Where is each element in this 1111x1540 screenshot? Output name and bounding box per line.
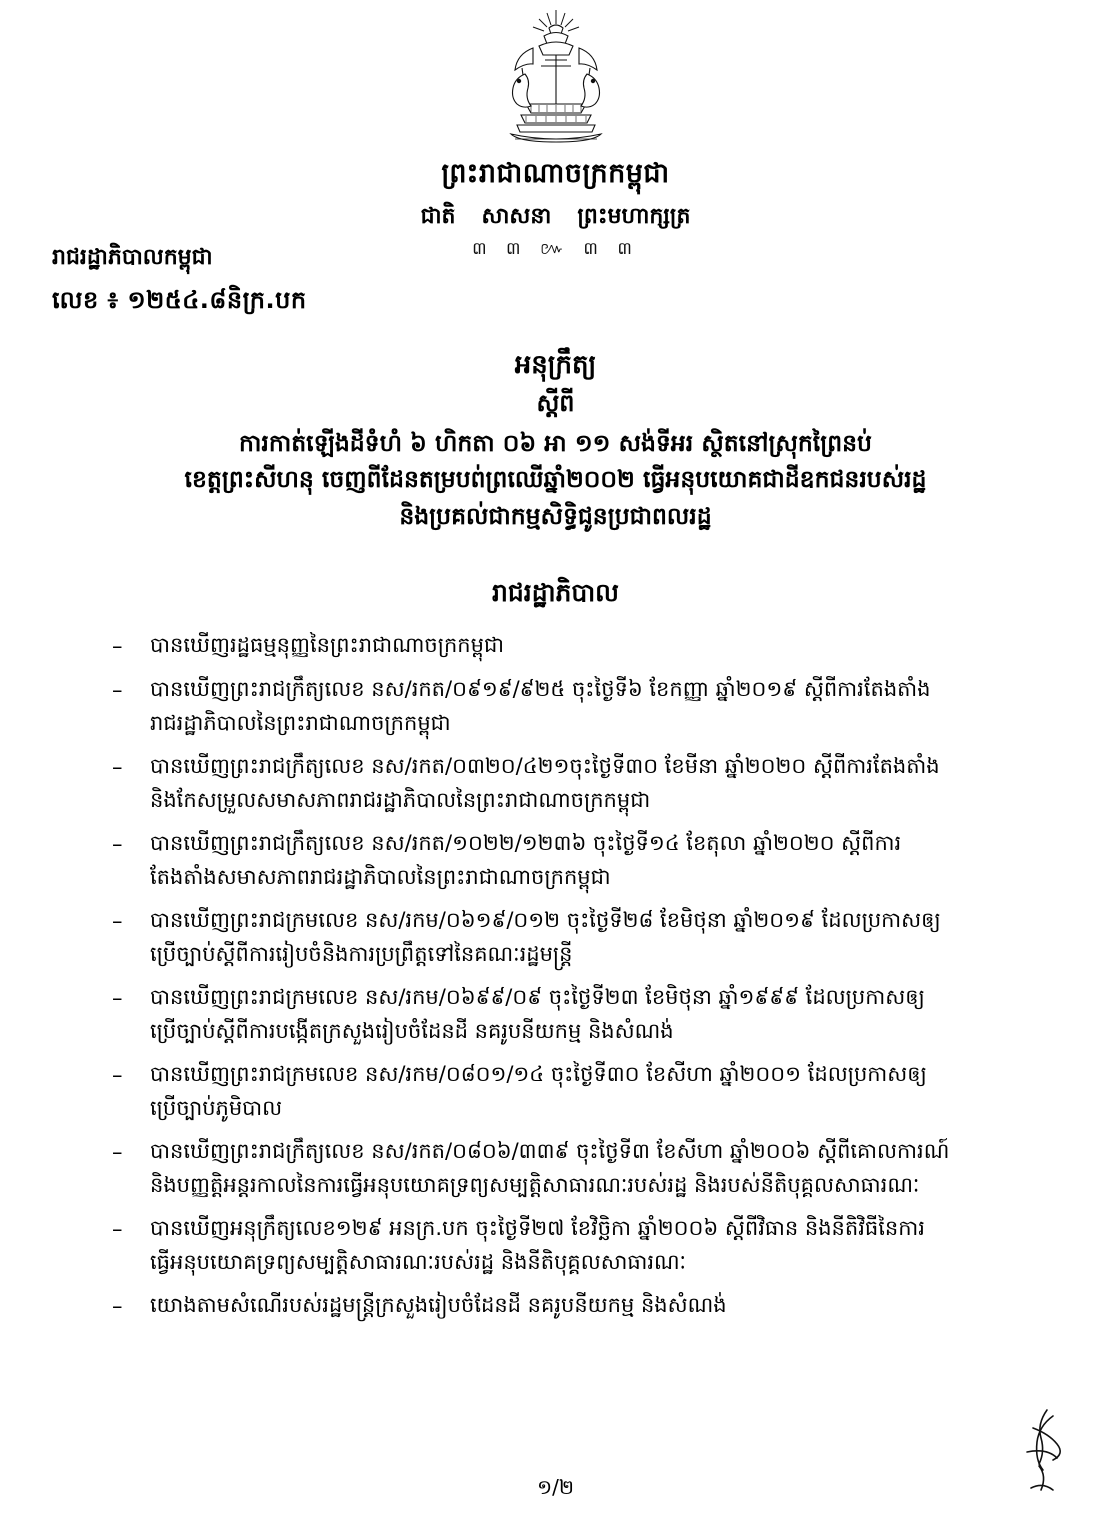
list-item (112, 980, 1041, 1048)
list-item (112, 1134, 1041, 1202)
dash-bullet: – (112, 832, 123, 857)
dash-bullet: – (112, 1217, 123, 1242)
title-line-3: និងប្រគល់ជាកម្មសិទ្ធិជូនប្រជាពលរដ្ឋ (399, 501, 712, 530)
dash-bullet: – (112, 755, 123, 780)
list-item (112, 749, 1041, 817)
clause-line-2: តែងតាំងសមាសភាពរាជរដ្ឋាភិបាលនៃព្រះរាជាណាចក្រកម្ពុជា (150, 865, 611, 890)
clause-line-1: បានឃេីញរដ្ឋធម្មនុញ្ញនៃព្រះរាជាណាចក្រកម្ពុជា (150, 633, 504, 657)
dash-bullet: – (112, 909, 123, 934)
dash-bullet: – (112, 1140, 123, 1165)
clause-body (150, 628, 1041, 662)
motto-nation: ជាតិ (420, 204, 456, 229)
clause-body (150, 1057, 1041, 1125)
list-item (112, 672, 1041, 740)
list-item (112, 628, 1041, 663)
kingdom-heading: ព្រះរាជាណាចក្រកម្ពុជា (441, 158, 670, 189)
issuing-authority: រាជរដ្ឋាភិបាល (492, 578, 619, 607)
government-label: រាជរដ្ឋាភិបាលកម្ពុជា (52, 245, 213, 270)
national-motto (0, 202, 1111, 234)
clause-body (150, 980, 1041, 1048)
clause-line-1: បានឃេីញព្រះរាជក្រឹត្យលេខ នស/រកត/០៣២០/៤២១ចុះថ្ងៃទី៣០ ខែមីនា ឆ្នាំ២០២០ ស្ដីពីការតែងតាំង (150, 754, 940, 779)
clause-body (150, 1211, 1041, 1279)
dash-bullet: – (112, 1063, 123, 1088)
clause-line-1: បានឃេីញព្រះរាជក្រមលេខ នស/រកម/០៦១៩/០១២ ចុះថ្ងៃទី២៨ ខែមិថុនា ឆ្នាំ២០១៩ ដែលប្រកាសឲ្យ (150, 908, 941, 933)
document-type: អនុក្រឹត្យ (514, 350, 597, 380)
page-title (60, 425, 1051, 534)
title-line-2: ខេត្តព្រះសីហនុ ចេញពីដែនតម្របព់ព្រឈេីឆ្នាំ២០០២ ធ្វេីអនុបយោគជាដីឧកជនរបស់រដ្ឋ (184, 465, 927, 494)
clause-line-1: យោងតាមសំណេីរបស់រដ្ឋមន្ត្រីក្រសួងរៀបចំដែនដី នគរូបនីយកម្ម និងសំណង់ (150, 1293, 727, 1318)
title-line-1: ការកាត់ឡេីងដីទំហំ ៦ ហិកតា ០៦ អា ១១ សង់ទីអរ ស្ថិតនៅស្រុកព្រៃនប់ (239, 429, 872, 457)
clause-body (150, 749, 1041, 817)
clause-line-2: រាជរដ្ឋាភិបាលនៃព្រះរាជាណាចក្រកម្ពុជា (150, 711, 451, 736)
decorative-flourish: ៣ ៣ ៚ ៣ ៣ (472, 239, 639, 259)
clause-body (150, 1134, 1041, 1202)
dash-bullet: – (112, 678, 123, 703)
list-item (112, 1211, 1041, 1279)
dash-bullet: – (112, 986, 123, 1011)
document-subject-label: ស្ដីពី (536, 389, 575, 417)
royal-arms-of-cambodia-icon (481, 8, 631, 158)
clause-line-2: ធ្វេីអនុបយោគទ្រព្យសម្បត្តិសាធារណៈរបស់រដ្ឋ និងនីតិបុគ្គលសាធារណៈ (150, 1250, 687, 1275)
clause-line-1: បានឃេីញអនុក្រឹត្យលេខ១២៩ អនក្រ.បក ចុះថ្ងៃទី២៧ ខែវិច្ឆិកា ឆ្នាំ២០០៦ ស្ដីពីវិធាន និងនីតិវិធីនៃការ (150, 1216, 925, 1241)
clause-body (150, 826, 1041, 894)
clause-line-2: និងកែសម្រួលសមាសភាពរាជរដ្ឋាភិបាលនៃព្រះរាជាណាចក្រកម្ពុជា (150, 788, 651, 813)
clause-line-2: ប្រើច្បាប់ស្ដីពីការបង្កេីតក្រសួងរៀបចំដែនដី នគរូបនីយកម្ម និងសំណង់ (150, 1019, 674, 1044)
page-number: ១/២ (536, 1475, 574, 1499)
clause-line-1: បានឃេីញព្រះរាជក្រមលេខ នស/រកម/០៨០១/១៤ ចុះថ្ងៃទី៣០ ខែសីហា ឆ្នាំ២០០១ ដែលប្រកាសឲ្យ (150, 1062, 927, 1087)
clause-line-2: ប្រើច្បាប់ស្ដីពីការរៀបចំនិងការប្រព្រឹត្តទៅនៃគណៈរដ្ឋមន្ត្រី (150, 942, 573, 967)
motto-king: ព្រះមហាក្សត្រ (577, 204, 691, 229)
list-item (112, 903, 1041, 971)
clause-line-1: បានឃេីញព្រះរាជក្រមលេខ នស/រកម/០៦៩៩/០៩ ចុះថ្ងៃទី២៣ ខែមិថុនា ឆ្នាំ១៩៩៩ ដែលប្រកាសឲ្យ (150, 985, 925, 1010)
list-item (112, 1057, 1041, 1125)
list-item (112, 826, 1041, 894)
clause-line-2: និងបញ្ញត្តិអន្តរកាលនៃការធ្វេីអនុបយោគទ្រព្យសម្បត្តិសាធារណៈរបស់រដ្ឋ និងរបស់នីតិបុគ្គលសាធារណៈ (150, 1173, 920, 1198)
clause-line-1: បានឃេីញព្រះរាជក្រឹត្យលេខ នស/រកត/០៩១៩/៩២៥ ចុះថ្ងៃទី៦ ខែកញ្ញា ឆ្នាំ២០១៩ ស្ដីពីការតែងតាំង (150, 677, 931, 702)
document-number: លេខ ៖ ១២៥៤.៨និក្រ.បក (52, 286, 307, 314)
motto-religion: សាសនា (481, 204, 552, 229)
list-item (112, 1288, 1041, 1323)
clause-line-1: បានឃេីញព្រះរាជក្រឹត្យលេខ នស/រកត/១០២២/១២៣៦ ចុះថ្ងៃទី១៤ ខែតុលា ឆ្នាំ២០២០ ស្ដីពីការ (150, 831, 902, 856)
clause-body (150, 672, 1041, 740)
handwritten-signature-icon (1013, 1406, 1069, 1498)
clause-line-2: ប្រើច្បាប់ភូមិបាល (150, 1096, 283, 1121)
clause-line-1: បានឃេីញព្រះរាជក្រឹត្យលេខ នស/រកត/០៨០៦/៣៣៩ ចុះថ្ងៃទី៣ ខែសីហា ឆ្នាំ២០០៦ ស្ដីពីគោលការណ៍ (150, 1139, 950, 1164)
dash-bullet: – (112, 634, 123, 658)
emblem-container (0, 8, 1111, 158)
clause-list (112, 628, 1041, 1332)
clause-body (150, 1288, 1041, 1322)
clause-body (150, 903, 1041, 971)
dash-bullet: – (112, 1294, 123, 1319)
